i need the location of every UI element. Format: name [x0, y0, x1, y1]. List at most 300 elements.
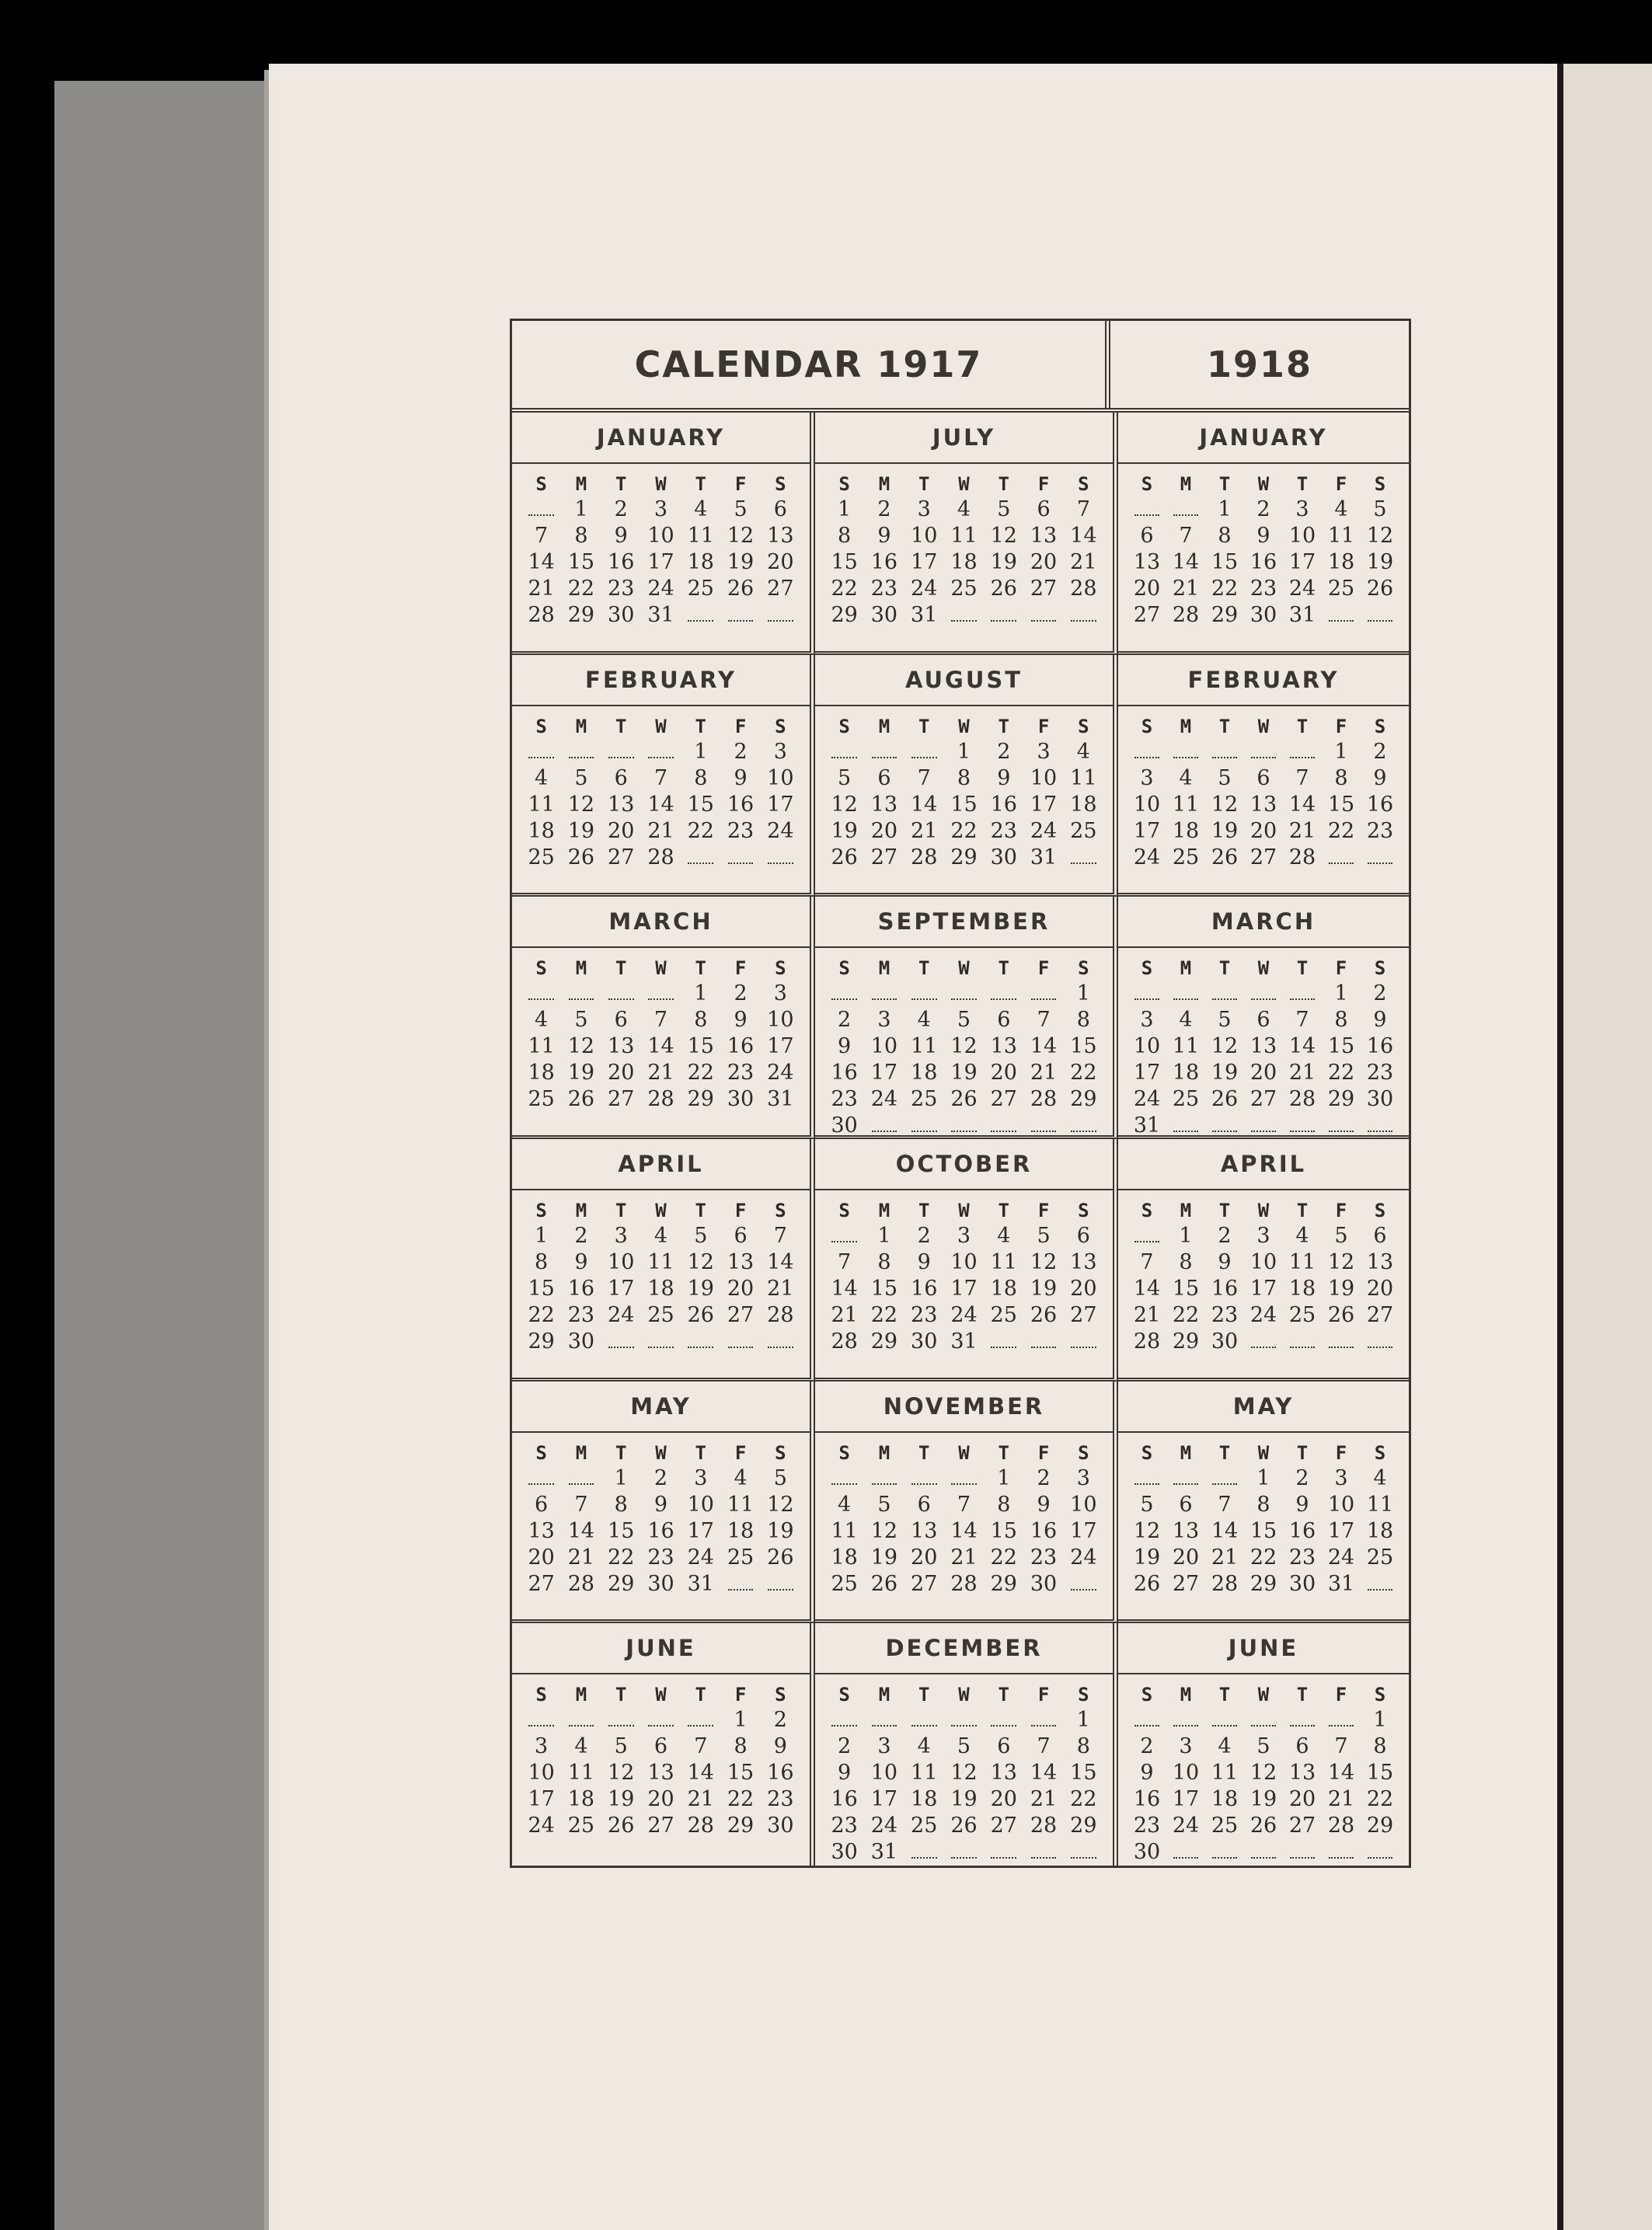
- day-number: 19: [1249, 1787, 1277, 1812]
- blank-day: [1244, 739, 1283, 765]
- day-number: 2: [838, 1734, 852, 1759]
- day-number: 4: [838, 1492, 852, 1517]
- day-number: 7: [1218, 1492, 1232, 1517]
- month-name: OCTOBER: [815, 1139, 1113, 1190]
- day-number: 29: [950, 845, 978, 869]
- weekday-header: [1127, 1198, 1399, 1223]
- day-number: 12: [608, 1761, 635, 1786]
- blank-day: [944, 1839, 984, 1866]
- day-number: 15: [1070, 1761, 1097, 1786]
- weekday-label: W: [655, 1199, 667, 1221]
- blank-day: [1205, 1113, 1244, 1139]
- day-number: 4: [1076, 739, 1090, 764]
- day-number: 28: [1288, 1087, 1316, 1112]
- blank-day: [1127, 981, 1166, 1007]
- weekday-label: T: [998, 1684, 1009, 1706]
- day-number: 6: [734, 1223, 748, 1248]
- day-number: 9: [773, 1734, 787, 1759]
- day-number: 3: [1295, 497, 1309, 521]
- week-row: [824, 1033, 1103, 1060]
- day-number: 18: [647, 1276, 674, 1301]
- day-number: 10: [1288, 524, 1316, 548]
- day-number: 10: [608, 1249, 635, 1274]
- blank-day: [984, 602, 1023, 629]
- day-number: 1: [838, 497, 852, 521]
- day-number: 25: [567, 1814, 595, 1838]
- day-number: 18: [1288, 1276, 1316, 1301]
- weekday-label: S: [838, 1199, 850, 1221]
- weekday-label: S: [1141, 473, 1153, 495]
- weekday-label: W: [958, 1684, 970, 1706]
- month-block: [1118, 1139, 1409, 1382]
- month-name: MAY: [512, 1382, 810, 1433]
- week-row: [521, 1007, 800, 1033]
- day-number: 17: [1172, 1787, 1200, 1812]
- day-number: 23: [870, 577, 898, 601]
- blank-day: [641, 1707, 681, 1733]
- day-number: 23: [767, 1787, 794, 1812]
- day-number: 6: [1256, 1008, 1270, 1033]
- day-number: 22: [1172, 1302, 1200, 1327]
- day-number: 11: [528, 1034, 555, 1059]
- day-number: 25: [647, 1302, 674, 1327]
- week-row: [521, 576, 800, 602]
- day-number: 9: [917, 1249, 931, 1274]
- day-number: 22: [687, 818, 714, 843]
- day-number: 5: [694, 1223, 708, 1248]
- blank-day: [944, 1465, 984, 1492]
- weekday-label: M: [878, 1199, 890, 1221]
- blank-day: [1023, 1329, 1063, 1355]
- blank-day: [824, 1707, 864, 1733]
- day-number: 7: [535, 524, 549, 548]
- week-row: [521, 1465, 800, 1492]
- day-number: 29: [1249, 1571, 1277, 1596]
- day-number: 30: [767, 1814, 794, 1838]
- weekday-header: [521, 1441, 800, 1465]
- day-number: 11: [1211, 1761, 1239, 1786]
- day-number: 6: [1179, 1492, 1193, 1517]
- weekday-label: T: [1218, 1199, 1231, 1221]
- day-number: 8: [1076, 1734, 1090, 1759]
- day-number: 8: [1179, 1249, 1193, 1274]
- weekday-label: S: [1078, 715, 1089, 737]
- blank-day: [1361, 1839, 1399, 1866]
- blank-day: [1361, 1571, 1399, 1598]
- day-number: 2: [1037, 1465, 1051, 1490]
- day-number: 26: [1133, 1571, 1161, 1596]
- day-number: 28: [1030, 1087, 1058, 1112]
- day-number: 12: [727, 524, 755, 548]
- blank-day: [1166, 1465, 1205, 1492]
- day-number: 11: [727, 1492, 755, 1517]
- calendar-title-1917: CALENDAR 1917: [512, 321, 1110, 408]
- weekday-label: M: [575, 1441, 587, 1464]
- day-number: 6: [1140, 524, 1154, 548]
- blank-day: [1166, 1113, 1205, 1139]
- month-block: [512, 655, 815, 897]
- blank-day: [561, 739, 601, 765]
- blank-day: [864, 981, 904, 1007]
- day-number: 16: [831, 1787, 858, 1812]
- day-number: 9: [1373, 765, 1387, 790]
- blank-day: [1023, 1707, 1063, 1733]
- weekday-label: S: [1374, 1199, 1386, 1221]
- day-number: 24: [1249, 1302, 1277, 1327]
- weekday-label: T: [695, 1199, 706, 1221]
- weekday-label: S: [838, 473, 850, 495]
- day-number: 17: [1249, 1276, 1277, 1301]
- day-number: 11: [528, 792, 555, 817]
- weekday-label: F: [1037, 1441, 1050, 1464]
- day-number: 19: [1211, 818, 1239, 843]
- day-number: 1: [574, 497, 588, 521]
- day-number: 25: [911, 1814, 938, 1838]
- weekday-label: T: [695, 1441, 706, 1464]
- day-number: 5: [1037, 1223, 1051, 1248]
- blank-day: [601, 1329, 641, 1355]
- day-number: 6: [773, 497, 787, 521]
- week-row: [521, 1223, 800, 1249]
- day-number: 29: [727, 1814, 755, 1838]
- weekday-label: T: [1218, 473, 1231, 495]
- week-row: [521, 1786, 800, 1813]
- day-number: 4: [1373, 1465, 1387, 1490]
- day-number: 29: [831, 603, 858, 627]
- day-number: 29: [1070, 1087, 1097, 1112]
- day-number: 4: [694, 497, 708, 521]
- weekday-label: W: [1257, 473, 1270, 495]
- blank-day: [1361, 602, 1399, 629]
- day-number: 16: [767, 1761, 794, 1786]
- day-number: 8: [1076, 1008, 1090, 1033]
- month-name: FEBRUARY: [1118, 655, 1409, 706]
- day-number: 8: [838, 524, 852, 548]
- day-number: 15: [687, 1034, 714, 1059]
- weekday-label: M: [878, 473, 890, 495]
- weekday-header: [824, 956, 1103, 981]
- weekday-label: W: [958, 957, 970, 980]
- day-number: 10: [1327, 1492, 1355, 1517]
- week-row: [1127, 1302, 1399, 1329]
- day-number: 18: [831, 1545, 858, 1570]
- day-number: 6: [877, 765, 891, 790]
- week-row: [824, 1813, 1103, 1839]
- blank-day: [824, 981, 864, 1007]
- day-number: 30: [1133, 1840, 1161, 1865]
- blank-day: [1283, 1329, 1322, 1355]
- month-name: JUNE: [1118, 1623, 1409, 1674]
- day-number: 30: [1211, 1329, 1239, 1354]
- day-number: 23: [1288, 1545, 1316, 1570]
- day-number: 14: [1172, 550, 1200, 574]
- week-row: [521, 549, 800, 576]
- day-number: 5: [957, 1008, 971, 1033]
- day-number: 13: [1133, 550, 1161, 574]
- day-number: 15: [950, 792, 978, 817]
- day-number: 22: [727, 1787, 755, 1812]
- day-number: 21: [1030, 1061, 1058, 1085]
- day-number: 17: [870, 1787, 898, 1812]
- day-number: 31: [647, 603, 674, 627]
- weekday-header: [521, 472, 800, 497]
- week-row: [1127, 1465, 1399, 1492]
- day-number: 27: [1366, 1302, 1394, 1327]
- blank-day: [1244, 1113, 1283, 1139]
- week-row: [521, 1033, 800, 1060]
- week-row: [1127, 497, 1399, 523]
- day-number: 26: [608, 1814, 635, 1838]
- day-number: 7: [574, 1492, 588, 1517]
- weekday-label: S: [838, 715, 850, 737]
- day-number: 31: [687, 1571, 714, 1596]
- blank-day: [984, 981, 1023, 1007]
- day-number: 30: [1366, 1087, 1394, 1112]
- blank-day: [1244, 1707, 1283, 1733]
- day-number: 24: [870, 1814, 898, 1838]
- day-number: 8: [1334, 765, 1348, 790]
- week-row: [521, 602, 800, 629]
- blank-day: [984, 1707, 1023, 1733]
- day-number: 15: [1249, 1518, 1277, 1543]
- day-number: 31: [870, 1840, 898, 1865]
- day-number: 23: [990, 818, 1017, 843]
- weekday-label: M: [878, 1441, 890, 1464]
- day-number: 24: [687, 1545, 714, 1570]
- day-number: 8: [957, 765, 971, 790]
- weekday-label: W: [655, 957, 667, 980]
- week-row: [521, 1249, 800, 1276]
- day-number: 15: [1366, 1761, 1394, 1786]
- day-number: 13: [608, 1034, 635, 1059]
- day-number: 25: [1070, 818, 1097, 843]
- weekday-label: W: [1257, 1441, 1270, 1464]
- day-number: 12: [1133, 1518, 1161, 1543]
- day-number: 19: [990, 550, 1017, 574]
- day-number: 29: [1366, 1814, 1394, 1838]
- day-number: 20: [647, 1787, 674, 1812]
- weekday-header: [824, 472, 1103, 497]
- day-number: 22: [1211, 577, 1239, 601]
- day-number: 2: [734, 739, 748, 764]
- weekday-label: T: [1296, 1199, 1309, 1221]
- day-number: 17: [1327, 1518, 1355, 1543]
- weekday-header: [1127, 956, 1399, 981]
- day-number: 13: [870, 792, 898, 817]
- week-row: [521, 1545, 800, 1571]
- blank-day: [641, 1329, 681, 1355]
- day-number: 27: [870, 845, 898, 869]
- day-number: 22: [950, 818, 978, 843]
- day-number: 3: [653, 497, 668, 521]
- day-number: 6: [1256, 765, 1270, 790]
- weekday-label: T: [998, 1441, 1009, 1464]
- day-number: 15: [1211, 550, 1239, 574]
- day-number: 15: [870, 1276, 898, 1301]
- weekday-label: T: [1296, 957, 1309, 980]
- weekday-label: T: [1218, 715, 1231, 737]
- day-number: 26: [767, 1545, 794, 1570]
- day-number: 6: [1373, 1223, 1387, 1248]
- weekday-label: T: [695, 715, 706, 737]
- blank-day: [1205, 1465, 1244, 1492]
- day-number: 5: [773, 1465, 787, 1490]
- blank-day: [561, 1465, 601, 1492]
- day-number: 26: [1030, 1302, 1058, 1327]
- day-number: 29: [990, 1571, 1017, 1596]
- week-row: [521, 1813, 800, 1839]
- blank-day: [1166, 739, 1205, 765]
- day-number: 3: [1256, 1223, 1270, 1248]
- day-number: 23: [831, 1087, 858, 1112]
- weekday-label: T: [1296, 1684, 1309, 1706]
- day-number: 18: [528, 1061, 555, 1085]
- day-number: 12: [1366, 524, 1394, 548]
- month-block: [1118, 1382, 1409, 1624]
- day-number: 24: [1070, 1545, 1097, 1570]
- weekday-label: F: [734, 473, 747, 495]
- weekday-label: S: [535, 1441, 547, 1464]
- blank-day: [1283, 1707, 1322, 1733]
- weekday-label: S: [535, 473, 547, 495]
- blank-day: [864, 1465, 904, 1492]
- day-number: 9: [614, 524, 628, 548]
- week-row: [1127, 1276, 1399, 1302]
- weekday-label: S: [838, 957, 850, 980]
- day-number: 28: [1030, 1814, 1058, 1838]
- day-number: 17: [1133, 1061, 1161, 1085]
- week-row: [824, 1060, 1103, 1086]
- week-row: [824, 1086, 1103, 1113]
- day-number: 25: [1288, 1302, 1316, 1327]
- week-row: [824, 576, 1103, 602]
- month-block: [1118, 655, 1409, 897]
- blank-day: [1361, 1113, 1399, 1139]
- blank-day: [1064, 602, 1103, 629]
- day-number: 9: [653, 1492, 668, 1517]
- day-number: 4: [1179, 1008, 1193, 1033]
- weekday-label: T: [1218, 957, 1231, 980]
- week-row: [824, 1007, 1103, 1033]
- weekday-header: [521, 956, 800, 981]
- day-number: 21: [687, 1787, 714, 1812]
- month-block: [815, 1139, 1118, 1382]
- blank-day: [720, 1329, 760, 1355]
- day-number: 27: [1249, 1087, 1277, 1112]
- day-number: 25: [528, 1087, 555, 1112]
- day-number: 24: [1327, 1545, 1355, 1570]
- blank-day: [521, 497, 561, 523]
- blank-day: [1244, 1329, 1283, 1355]
- weekday-label: S: [838, 1441, 850, 1464]
- weekday-label: W: [1257, 715, 1270, 737]
- month-name: APRIL: [512, 1139, 810, 1190]
- weekday-label: S: [1078, 473, 1089, 495]
- day-number: 13: [911, 1518, 938, 1543]
- day-number: 28: [950, 1571, 978, 1596]
- day-number: 10: [870, 1034, 898, 1059]
- day-number: 30: [911, 1329, 938, 1354]
- day-number: 9: [877, 524, 891, 548]
- day-number: 7: [694, 1734, 708, 1759]
- blank-day: [864, 1707, 904, 1733]
- week-row: [1127, 1786, 1399, 1813]
- month-name: JANUARY: [512, 413, 810, 464]
- day-number: 26: [1211, 845, 1239, 869]
- day-number: 23: [727, 818, 755, 843]
- day-number: 1: [1179, 1223, 1193, 1248]
- weekday-label: S: [1374, 1684, 1386, 1706]
- weekday-label: T: [998, 957, 1009, 980]
- day-number: 5: [614, 1734, 628, 1759]
- day-number: 22: [1070, 1787, 1097, 1812]
- weekday-label: T: [998, 1199, 1009, 1221]
- week-row: [824, 523, 1103, 549]
- weekday-label: T: [615, 1684, 627, 1706]
- day-number: 7: [653, 765, 668, 790]
- day-number: 3: [957, 1223, 971, 1248]
- blank-day: [984, 1329, 1023, 1355]
- week-row: [824, 1733, 1103, 1760]
- month-block: [512, 413, 815, 655]
- day-number: 11: [1288, 1249, 1316, 1274]
- day-number: 17: [767, 792, 794, 817]
- day-number: 1: [877, 1223, 891, 1248]
- day-number: 19: [1211, 1061, 1239, 1085]
- month-block: [815, 897, 1118, 1139]
- day-number: 12: [767, 1492, 794, 1517]
- month-block: [1118, 413, 1409, 655]
- month-name: JANUARY: [1118, 413, 1409, 464]
- day-number: 11: [911, 1761, 938, 1786]
- month-block: [512, 1139, 815, 1382]
- weekday-label: T: [1296, 715, 1309, 737]
- day-number: 30: [990, 845, 1017, 869]
- day-number: 10: [687, 1492, 714, 1517]
- blank-day: [601, 1707, 641, 1733]
- day-number: 18: [1327, 550, 1355, 574]
- day-number: 27: [1030, 577, 1058, 601]
- month-name: SEPTEMBER: [815, 897, 1113, 948]
- day-number: 27: [608, 1087, 635, 1112]
- day-number: 2: [734, 981, 748, 1006]
- month-block: [1118, 897, 1409, 1139]
- day-number: 27: [528, 1571, 555, 1596]
- weekday-label: W: [1257, 1684, 1270, 1706]
- weekday-label: S: [1141, 1441, 1153, 1464]
- calendar-title-1918: 1918: [1206, 343, 1313, 385]
- blank-day: [1064, 845, 1103, 871]
- blank-day: [1023, 981, 1063, 1007]
- day-number: 11: [911, 1034, 938, 1059]
- day-number: 25: [727, 1545, 755, 1570]
- weekday-label: S: [775, 1684, 786, 1706]
- day-number: 8: [1334, 1008, 1348, 1033]
- day-number: 23: [1249, 577, 1277, 601]
- day-number: 13: [647, 1761, 674, 1786]
- week-row: [824, 739, 1103, 765]
- day-number: 17: [1070, 1518, 1097, 1543]
- day-number: 12: [950, 1761, 978, 1786]
- day-number: 10: [647, 524, 674, 548]
- day-number: 4: [1179, 765, 1193, 790]
- blank-day: [904, 981, 944, 1007]
- blank-day: [1322, 845, 1361, 871]
- day-number: 7: [1037, 1734, 1051, 1759]
- weekday-label: T: [615, 715, 627, 737]
- weekday-label: T: [615, 1199, 627, 1221]
- week-row: [824, 765, 1103, 792]
